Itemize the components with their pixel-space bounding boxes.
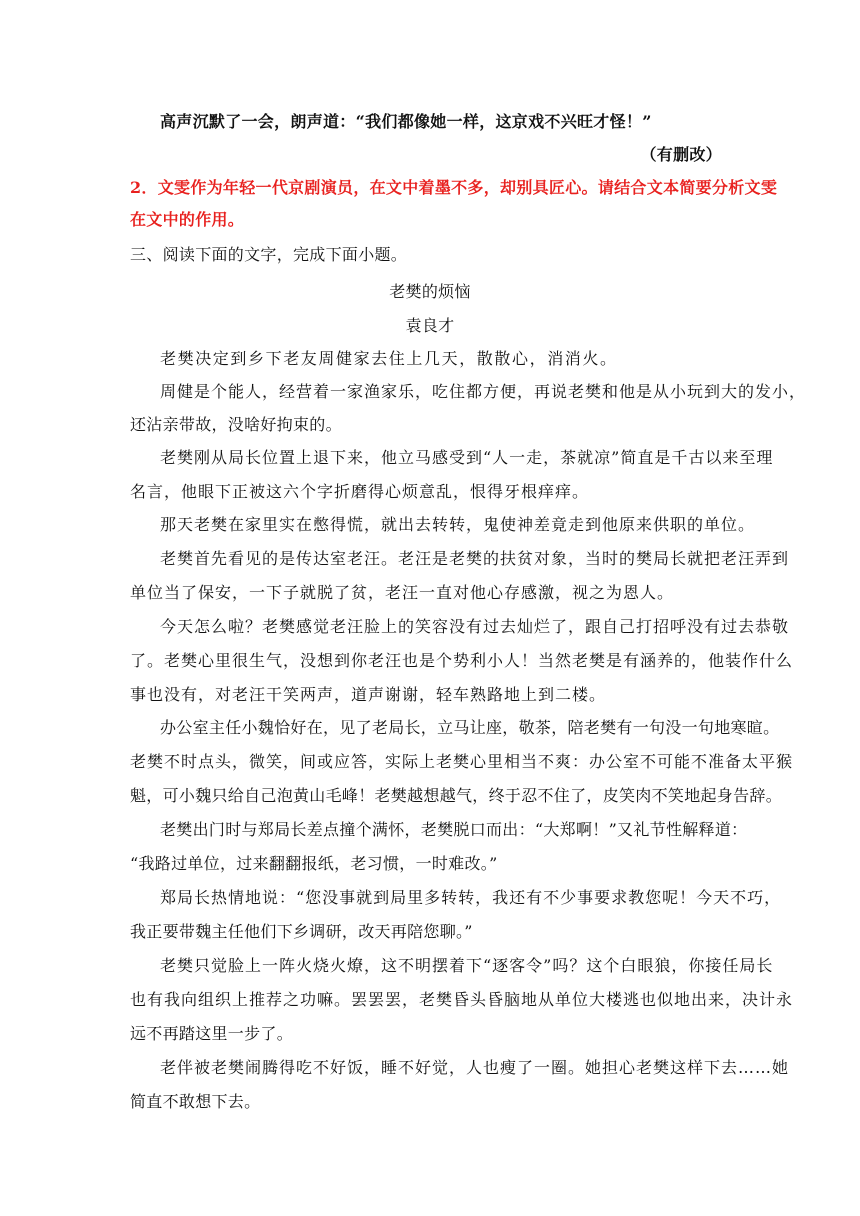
quote-line: 高声沉默了一会，朗声道：“我们都像她一样，这京戏不兴旺才怪！” [160, 112, 652, 131]
paragraph-line: 周健是个能人，经营着一家渔家乐，吃住都方便，再说老樊和他是从小玩到大的发小， [160, 382, 807, 401]
paragraph-line: 老樊出门时与郑局长差点撞个满怀，老樊脱口而出：“大郑啊！”又礼节性解释道： [160, 820, 748, 839]
paragraph-line: 事也没有，对老汪干笑两声，道声谢谢，轻车熟路地上到二楼。 [130, 685, 607, 704]
paragraph-line: 老伴被老樊闹腾得吃不好饭，睡不好觉，人也瘦了一圈。她担心老樊这样下去……她 [160, 1058, 790, 1077]
paragraph-line: 郑局长热情地说：“您没事就到局里多转转，我还有不少事要求教您呢！今天不巧， [160, 888, 782, 907]
paragraph-line: 老樊决定到乡下老友周健家去住上几天，散散心，消消火。 [160, 349, 618, 368]
paragraph-line: 还沾亲带故，没啥好拘束的。 [130, 415, 342, 434]
paragraph-line: 了。老樊心里很生气，没想到你老汪也是个势利小人！当然老樊是有涵养的，他装作什么 [130, 651, 794, 670]
paragraph-line: 老樊首先看见的是传达室老汪。老汪是老樊的扶贫对象，当时的樊局长就把老汪弄到 [160, 549, 790, 568]
question-line-1: 2．文雯作为年轻一代京剧演员，在文中着墨不多，却别具匠心。请结合文本简要分析文雯 [130, 178, 778, 197]
article-title: 老樊的烦恼 [389, 282, 471, 301]
paragraph-line: 办公室主任小魏恰好在，见了老局长，立马让座，敬茶，陪老樊有一句没一句地寒暄。 [160, 718, 780, 737]
question-line-2: 在文中的作用。 [130, 210, 245, 229]
paragraph-line: 我正要带魏主任他们下乡调研，改天再陪您聊。” [130, 922, 473, 941]
paragraph-line: 老樊刚从局长位置上退下来，他立马感受到“人一走，茶就凉”简直是千古以来至理 [160, 448, 774, 467]
paragraph-line: 远不再踏这里一步了。 [130, 1024, 294, 1043]
source-note: （有删改） [640, 145, 722, 164]
paragraph-line: “我路过单位，过来翻翻报纸，老习惯，一时难改。” [130, 854, 498, 873]
paragraph-line: 名言，他眼下正被这六个字折磨得心烦意乱，恨得牙根痒痒。 [130, 482, 590, 501]
paragraph-line: 老樊不时点头，微笑，间或应答，实际上老樊心里相当不爽：办公室不可能不准备太平猴 [130, 752, 794, 771]
article-author: 袁良才 [405, 316, 455, 335]
paragraph-line: 老樊只觉脸上一阵火烧火燎，这不明摆着下“逐客令”吗？这个白眼狼，你接任局长 [160, 956, 774, 975]
paragraph-line: 魁，可小魏只给自己泡黄山毛峰！老樊越想越气，终于忍不住了，皮笑肉不笑地起身告辞。 [130, 786, 783, 805]
paragraph-line: 今天怎么啦？老樊感觉老汪脸上的笑容没有过去灿烂了，跟自己打招呼没有过去恭敬 [160, 617, 790, 636]
paragraph-line: 那天老樊在家里实在憋得慌，就出去转转，鬼使神差竟走到他原来供职的单位。 [160, 515, 756, 534]
paragraph-line: 也有我向组织上推荐之功嘛。罢罢罢，老樊昏头昏脑地从单位大楼逃也似地出来，决计永 [130, 990, 794, 1009]
paragraph-line: 单位当了保安，一下子就脱了贫，老汪一直对他心存感激，视之为恩人。 [130, 583, 675, 602]
section-instruction: 三、阅读下面的文字，完成下面小题。 [130, 245, 408, 264]
paragraph-line: 简直不敢想下去。 [130, 1092, 261, 1111]
